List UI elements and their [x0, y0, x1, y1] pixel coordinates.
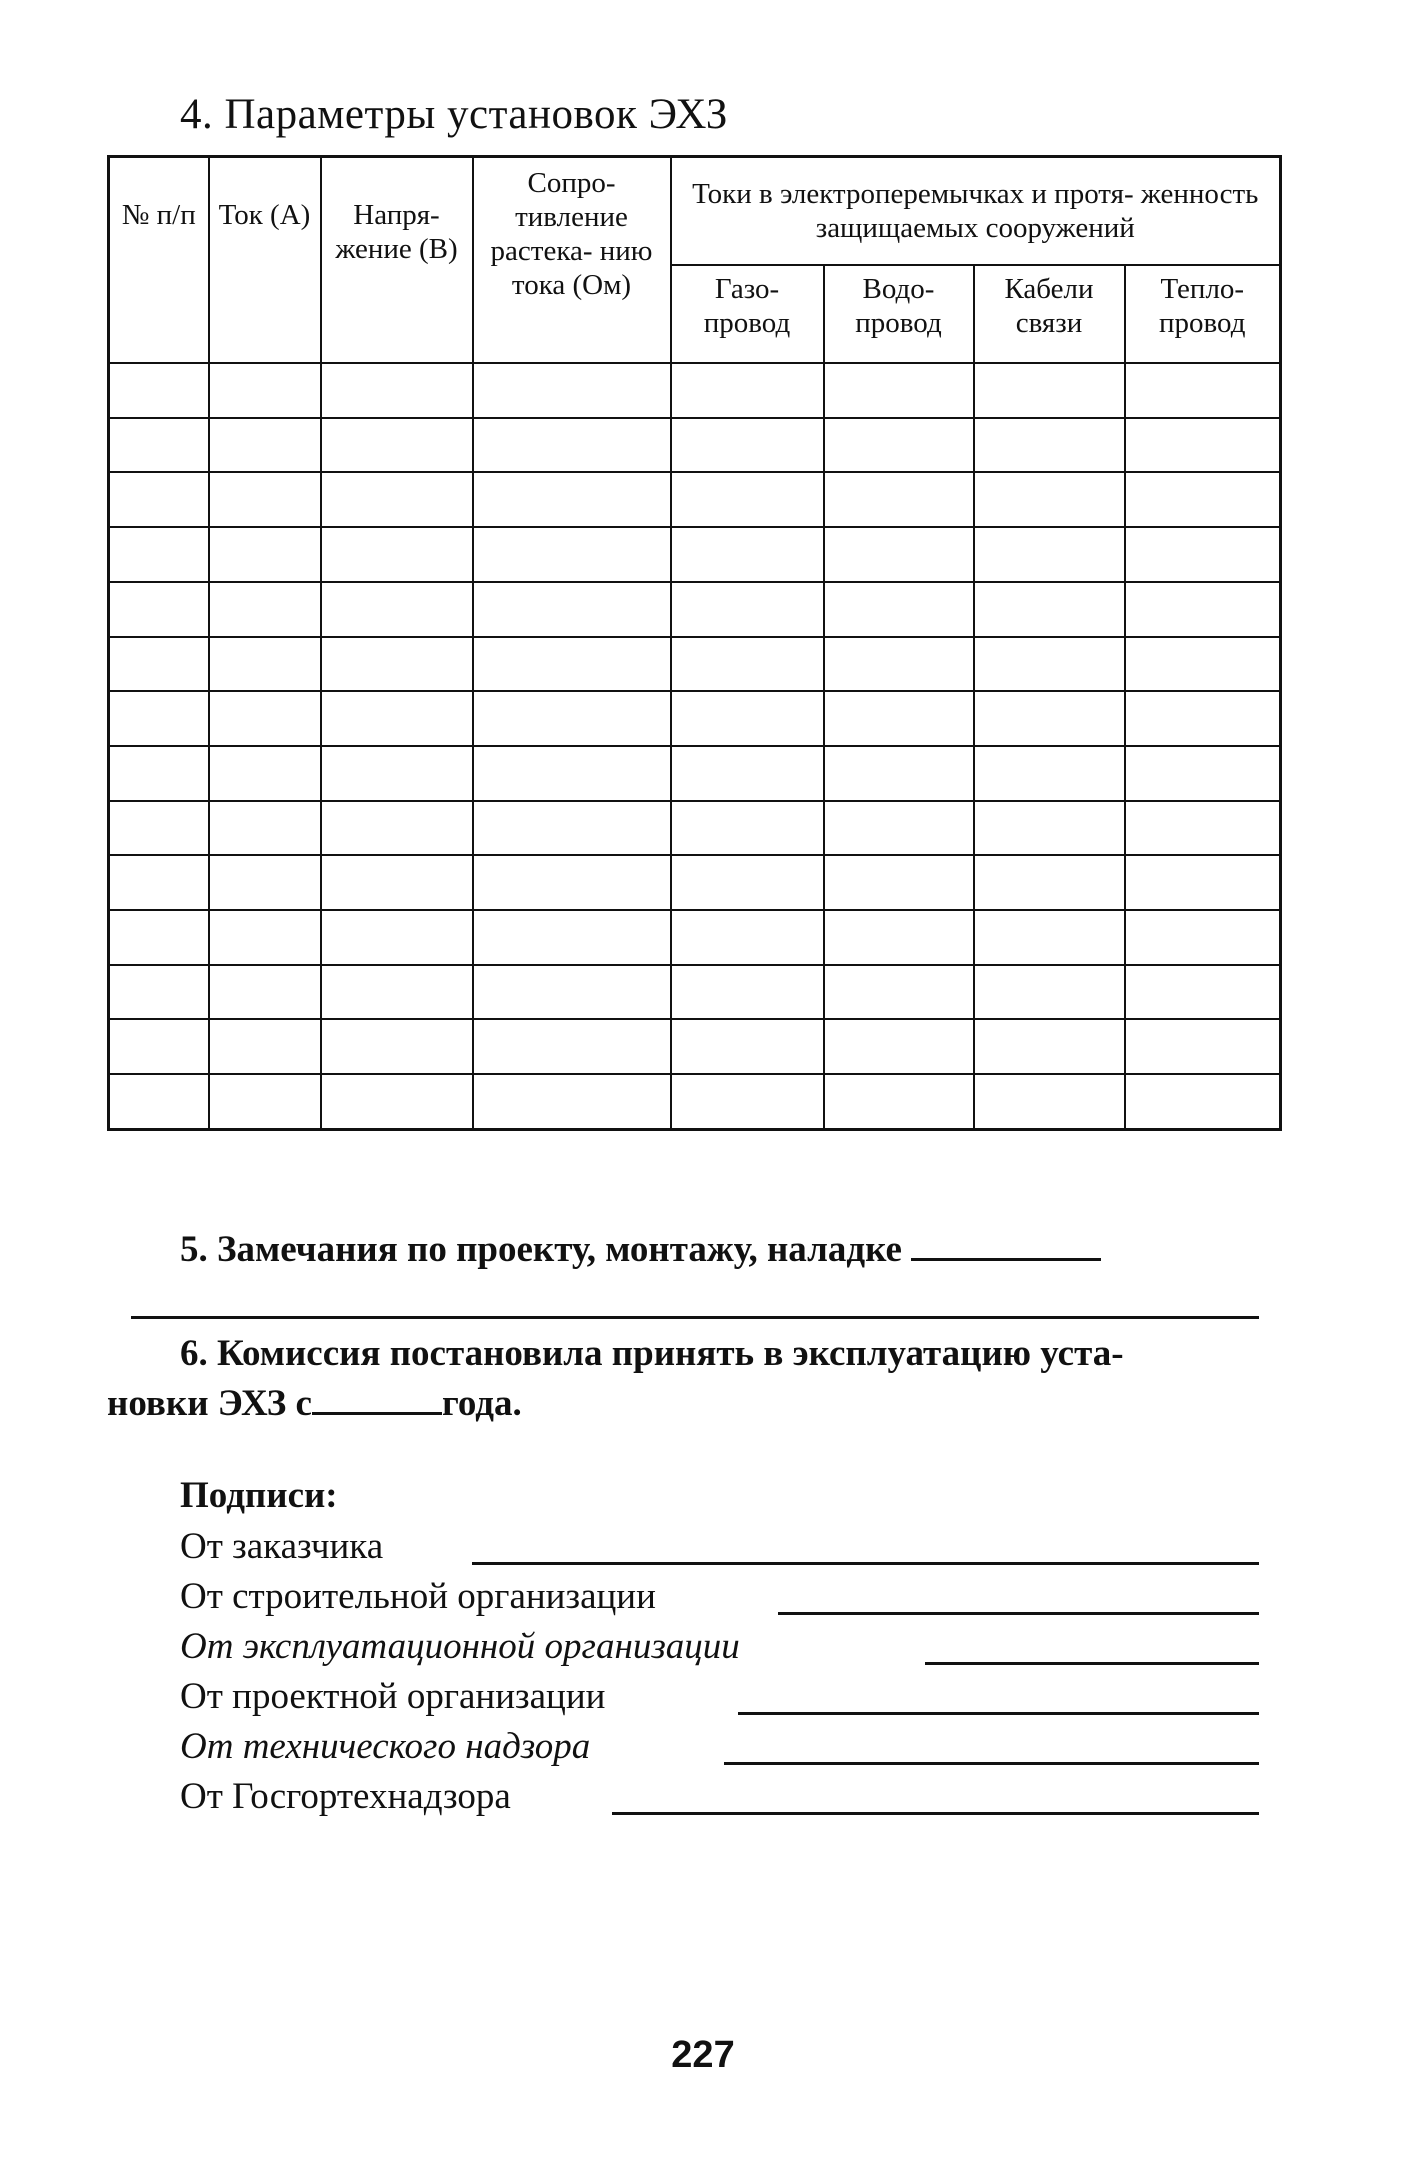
table-cell[interactable] [1125, 691, 1281, 746]
header-current: Ток (А) [209, 157, 321, 364]
table-cell[interactable] [824, 801, 974, 856]
table-cell[interactable] [974, 582, 1125, 637]
table-cell[interactable] [1125, 965, 1281, 1020]
table-cell[interactable] [473, 1019, 671, 1074]
signature-label: От Госгортехнадзора [180, 1776, 511, 1817]
table-cell[interactable] [209, 965, 321, 1020]
table-cell[interactable] [671, 1019, 824, 1074]
table-cell[interactable] [1125, 363, 1281, 418]
table-cell[interactable] [974, 1074, 1125, 1129]
table-cell[interactable] [671, 637, 824, 692]
table-cell[interactable] [824, 418, 974, 473]
table-cell[interactable] [974, 472, 1125, 527]
table-cell[interactable] [671, 472, 824, 527]
table-cell[interactable] [1125, 527, 1281, 582]
table-cell[interactable] [209, 472, 321, 527]
header-water-pipe: Водо- провод [824, 265, 974, 363]
table-cell[interactable] [473, 1074, 671, 1129]
signature-row-operation [180, 1625, 740, 1668]
table-cell[interactable] [473, 855, 671, 910]
table-cell[interactable] [321, 637, 473, 692]
table-cell[interactable] [671, 855, 824, 910]
header-gas-pipe: Газо- провод [671, 265, 824, 363]
table-cell[interactable] [1125, 637, 1281, 692]
table-cell[interactable] [209, 1074, 321, 1129]
table-cell[interactable] [824, 691, 974, 746]
table-cell[interactable] [109, 910, 209, 965]
table-cell[interactable] [974, 1019, 1125, 1074]
table-cell[interactable] [1125, 472, 1281, 527]
table-cell[interactable] [209, 363, 321, 418]
table-cell[interactable] [321, 363, 473, 418]
table-cell[interactable] [974, 418, 1125, 473]
table-cell[interactable] [1125, 746, 1281, 801]
table-cell[interactable] [1125, 418, 1281, 473]
signature-label: От строительной организации [180, 1576, 656, 1617]
table-cell[interactable] [974, 746, 1125, 801]
table-cell[interactable] [671, 965, 824, 1020]
table-cell[interactable] [473, 746, 671, 801]
table-row [109, 965, 1281, 1020]
table-cell[interactable] [209, 801, 321, 856]
table-row [109, 1074, 1281, 1129]
signature-label: От проектной организации [180, 1676, 606, 1717]
table-cell[interactable] [109, 363, 209, 418]
table-cell[interactable] [209, 582, 321, 637]
table-cell[interactable] [824, 637, 974, 692]
table-row [109, 418, 1281, 473]
table-cell[interactable] [321, 855, 473, 910]
table-cell[interactable] [321, 910, 473, 965]
table-cell[interactable] [473, 691, 671, 746]
table-cell[interactable] [824, 1019, 974, 1074]
table-cell[interactable] [209, 691, 321, 746]
signature-label: От технического надзора [180, 1726, 591, 1767]
table-row [109, 363, 1281, 418]
table-cell[interactable] [974, 363, 1125, 418]
signature-line-operation[interactable] [925, 1662, 1259, 1665]
table-cell[interactable] [473, 910, 671, 965]
table-cell[interactable] [109, 801, 209, 856]
section-4-title: 4. Параметры установок ЭХЗ [180, 91, 728, 138]
table-cell[interactable] [209, 637, 321, 692]
section-6-before: новки ЭХЗ с [107, 1383, 312, 1424]
header-group-currents: Токи в электроперемычках и протя- женность защищаемых сооружений [671, 157, 1281, 266]
section-6-line1: 6. Комиссия постановила принять в эксплуатацию уста- [180, 1333, 1124, 1374]
remarks-blank-inline[interactable] [911, 1258, 1101, 1261]
table-row [109, 1019, 1281, 1074]
table-row [109, 855, 1281, 910]
table-cell[interactable] [321, 691, 473, 746]
table-cell[interactable] [824, 472, 974, 527]
table-cell[interactable] [109, 1074, 209, 1129]
signature-row-construction [180, 1575, 656, 1618]
table-cell[interactable] [209, 746, 321, 801]
signature-label: От заказчика [180, 1526, 384, 1567]
table-cell[interactable] [209, 855, 321, 910]
table-cell[interactable] [974, 527, 1125, 582]
section-6-after: года. [441, 1383, 522, 1424]
table-cell[interactable] [1125, 855, 1281, 910]
table-cell[interactable] [109, 637, 209, 692]
table-cell[interactable] [109, 527, 209, 582]
table-cell[interactable] [109, 746, 209, 801]
table-cell[interactable] [824, 910, 974, 965]
table-cell[interactable] [974, 855, 1125, 910]
table-row [109, 472, 1281, 527]
table-row [109, 637, 1281, 692]
table-cell[interactable] [321, 418, 473, 473]
table-cell[interactable] [473, 418, 671, 473]
table-cell[interactable] [473, 527, 671, 582]
table-cell[interactable] [974, 910, 1125, 965]
table-body [109, 363, 1281, 1130]
table-cell[interactable] [209, 418, 321, 473]
signature-line-gosgortekhnadzor[interactable] [612, 1812, 1259, 1815]
table-cell[interactable] [671, 801, 824, 856]
table-row [109, 801, 1281, 856]
signature-row-design [180, 1675, 605, 1718]
header-num: № п/п [109, 157, 209, 364]
table-cell[interactable] [109, 418, 209, 473]
table-cell[interactable] [1125, 1074, 1281, 1129]
signature-label: От эксплуатационной организации [180, 1626, 740, 1667]
page-number: 227 [671, 2034, 735, 2076]
table-cell[interactable] [671, 746, 824, 801]
header-heat-pipe: Тепло- провод [1125, 265, 1281, 363]
table-cell[interactable] [209, 527, 321, 582]
table-cell[interactable] [824, 855, 974, 910]
table-cell[interactable] [974, 965, 1125, 1020]
header-voltage: Напря- жение (В) [321, 157, 473, 364]
table-cell[interactable] [974, 801, 1125, 856]
signatures-heading: Подписи: [180, 1475, 338, 1516]
table-cell[interactable] [109, 855, 209, 910]
signature-line-construction[interactable] [778, 1612, 1259, 1615]
table-cell[interactable] [1125, 801, 1281, 856]
table-row [109, 691, 1281, 746]
signature-row-customer [180, 1525, 383, 1568]
table-cell[interactable] [1125, 1019, 1281, 1074]
table-cell[interactable] [1125, 910, 1281, 965]
table-cell[interactable] [473, 637, 671, 692]
table-cell[interactable] [109, 582, 209, 637]
date-blank[interactable] [312, 1412, 442, 1415]
signature-line-tech-supervision[interactable] [724, 1762, 1259, 1765]
table-cell[interactable] [671, 582, 824, 637]
table-row [109, 910, 1281, 965]
table-cell[interactable] [473, 801, 671, 856]
table-cell[interactable] [671, 418, 824, 473]
table-cell[interactable] [109, 472, 209, 527]
table-cell[interactable] [671, 1074, 824, 1129]
table-cell[interactable] [109, 691, 209, 746]
table-cell[interactable] [824, 965, 974, 1020]
table-cell[interactable] [473, 582, 671, 637]
table-cell[interactable] [109, 965, 209, 1020]
table-cell[interactable] [824, 363, 974, 418]
section-5-remarks [180, 1228, 1101, 1271]
table-cell[interactable] [473, 965, 671, 1020]
table-row [109, 582, 1281, 637]
table-cell[interactable] [209, 1019, 321, 1074]
table-cell[interactable] [824, 582, 974, 637]
table-cell[interactable] [209, 910, 321, 965]
table-cell[interactable] [321, 746, 473, 801]
table-cell[interactable] [1125, 582, 1281, 637]
table-cell[interactable] [974, 691, 1125, 746]
remarks-blank-line[interactable] [131, 1316, 1259, 1319]
table-cell[interactable] [824, 1074, 974, 1129]
table-cell[interactable] [671, 527, 824, 582]
table-row [109, 746, 1281, 801]
table-cell[interactable] [671, 363, 824, 418]
ezz-parameters-table [107, 155, 1282, 1131]
signature-line-customer[interactable] [472, 1562, 1259, 1565]
header-comm-cables: Кабели связи [974, 265, 1125, 363]
table-cell[interactable] [473, 472, 671, 527]
table-cell[interactable] [321, 801, 473, 856]
table-cell[interactable] [321, 527, 473, 582]
table-cell[interactable] [974, 637, 1125, 692]
table-cell[interactable] [671, 691, 824, 746]
header-resistance: Сопро- тивление растека- нию тока (Ом) [473, 157, 671, 364]
table-cell[interactable] [824, 527, 974, 582]
table-cell[interactable] [321, 965, 473, 1020]
table-cell[interactable] [473, 363, 671, 418]
section-6-line2 [107, 1382, 522, 1425]
table-cell[interactable] [321, 1019, 473, 1074]
signature-row-tech-supervision [180, 1725, 590, 1768]
signature-row-gosgortekhnadzor [180, 1775, 511, 1818]
table-cell[interactable] [671, 910, 824, 965]
table-cell[interactable] [321, 1074, 473, 1129]
signature-line-design[interactable] [738, 1712, 1259, 1715]
table-cell[interactable] [109, 1019, 209, 1074]
section-5-text: 5. Замечания по проекту, монтажу, наладке [180, 1229, 902, 1270]
table-cell[interactable] [824, 746, 974, 801]
table-cell[interactable] [321, 582, 473, 637]
table-cell[interactable] [321, 472, 473, 527]
table-row [109, 527, 1281, 582]
